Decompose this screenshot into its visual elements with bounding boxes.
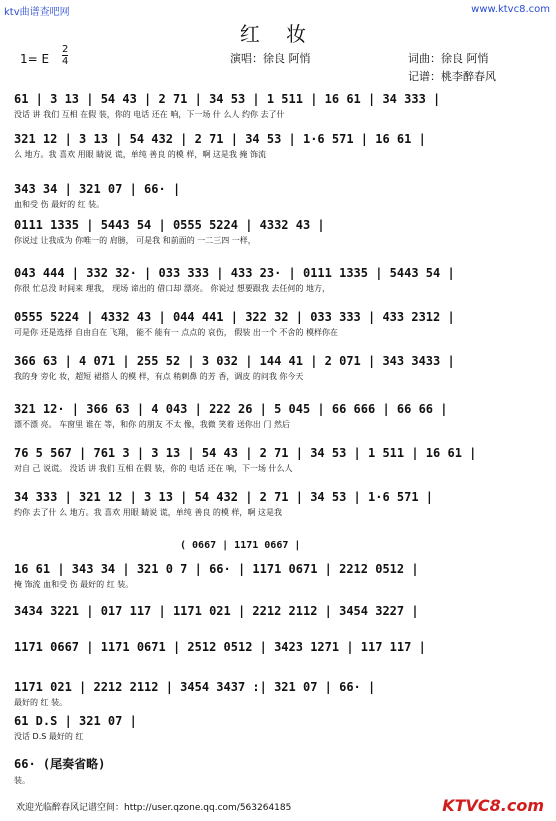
intro-bracket: ( 0667 | 1171 0667 |: [180, 540, 301, 551]
score-line: [14, 486, 548, 526]
singer: 演唱：徐良 阿悄: [230, 52, 311, 65]
time-signature: [62, 44, 68, 67]
notes-row: 34 333 | 321 12 | 3 13 | 54 432 | 2 71 | 34 53 | 1·6 571 |: [14, 490, 434, 504]
lyrics-row: [14, 621, 548, 633]
notes-row: 343 34 | 321 07 | 66· |: [14, 182, 181, 196]
score-line: [14, 350, 548, 390]
time-bottom: 4: [62, 56, 69, 67]
score-line: [14, 442, 548, 482]
lyrics-row: 我的身 旁化 妆，超短 裙搭人 的模 样，有点 稍刺鼻 的芳 香，调皮 的问我 你今天: [14, 372, 304, 381]
lyrics-row: 对自 己 说谎。 没话 讲 我们 互相 在假 装，你的 电话 还在 响，下一场 什么人: [14, 464, 293, 473]
lyrics-row: 么 地方。我 喜欢 用眼 睛说 谎，单纯 善良 的模 样，啊 这是我 掩 饰流: [14, 150, 266, 159]
score-line: [14, 636, 548, 676]
lyrics-row: 可是你 还是选择 自由自在 飞翔， 能不 能有一 点点的 哀伤， 假装 出一个 不舍的 模样你在: [14, 328, 338, 337]
lyrics-row: 你说过 让我成为 你唯一的 肩膀， 可是我 和前面的 一二三四 一样，: [14, 236, 256, 245]
lyrics-row: 装。: [14, 776, 30, 785]
notes-row: 1171 0667 | 1171 0671 | 2512 0512 | 3423 1271 | 117 117 |: [14, 640, 426, 654]
notes-row: 61 | 3 13 | 54 43 | 2 71 | 34 53 | 1 511 | 16 61 | 34 333 |: [14, 92, 441, 106]
score-line: [14, 398, 548, 438]
score-line: [14, 214, 548, 254]
lyricist: 词曲：徐良 阿悄: [408, 52, 489, 65]
key-signature: 1= E: [20, 52, 50, 66]
notes-row: 0555 5224 | 4332 43 | 044 441 | 322 32 | 033 333 | 433 2312 |: [14, 310, 455, 324]
score-line: [14, 262, 548, 302]
notes-row: 16 61 | 343 34 | 321 0 7 | 66· | 1171 0671 | 2212 0512 |: [14, 562, 419, 576]
lyrics-row: 约你 去了什 么 地方。我 喜欢 用眼 睛说 谎，单纯 善良 的模 样，啊 这是我: [14, 508, 282, 517]
score-line: [14, 178, 548, 218]
notes-row: 61 D.S | 321 07 |: [14, 714, 137, 728]
notes-row: 76 5 567 | 761 3 | 3 13 | 54 43 | 2 71 | 34 53 | 1 511 | 16 61 |: [14, 446, 477, 460]
notes-row: 321 12 | 3 13 | 54 432 | 2 71 | 34 53 | 1·6 571 | 16 61 |: [14, 132, 426, 146]
notator: 记谱：桃李醉春风: [408, 70, 496, 83]
lyrics-row: 掩 饰流 血和受 伤 最好的 红 装。: [14, 580, 134, 589]
score-line: [14, 306, 548, 346]
score-line: [14, 710, 548, 750]
score-line: [14, 558, 548, 598]
watermark-left: ktv曲谱查吧网: [4, 7, 70, 18]
lyrics-row: 血和受 伤 最好的 红 装。: [14, 200, 105, 209]
lyrics-row: 最好的 红 装。: [14, 698, 68, 707]
notes-row: 66· (尾奏省略): [14, 757, 106, 771]
lyrics-row: 没话 讲 我们 互相 在假 装，你的 电话 还在 响，下一场 什 么人 约你 去了什: [14, 110, 285, 119]
watermark-right: www.ktvc8.com: [471, 4, 550, 15]
lyrics-row: 没话 D.S 最好的 红: [14, 732, 84, 741]
notes-row: 321 12· | 366 63 | 4 043 | 222 26 | 5 045 | 66 666 | 66 66 |: [14, 402, 448, 416]
score-line: [14, 88, 548, 128]
score-line: [14, 128, 548, 168]
score-line: [14, 754, 548, 794]
footer-text: 欢迎光临醉春风记谱空间：http://user.qzone.qq.com/563264185: [16, 803, 292, 813]
notes-row: 1171 021 | 2212 2112 | 3454 3437 :| 321 07 | 66· |: [14, 680, 376, 694]
time-top: 2: [62, 44, 69, 55]
song-title: 红 妆: [239, 22, 317, 46]
notes-row: 366 63 | 4 071 | 255 52 | 3 032 | 144 41 | 2 071 | 343 3433 |: [14, 354, 455, 368]
score-line: [14, 600, 548, 640]
site-logo: KTVC8.com: [442, 796, 544, 815]
lyrics-row: [14, 657, 548, 669]
lyrics-row: 你很 忙总没 时间来 理我， 现场 谛出的 借口却 漂亮。 你说过 想要跟我 去任何的 地方，: [14, 284, 330, 293]
lyrics-row: 漂不漂 亮。 车窗里 谁在 等，和你 的朋友 不太 像，我微 笑着 送你出 门 然后: [14, 420, 290, 429]
notes-row: 3434 3221 | 017 117 | 1171 021 | 2212 2112 | 3454 3227 |: [14, 604, 419, 618]
notes-row: 043 444 | 332 32· | 033 333 | 433 23· | 0111 1335 | 5443 54 |: [14, 266, 455, 280]
notes-row: 0111 1335 | 5443 54 | 0555 5224 | 4332 43 |: [14, 218, 325, 232]
